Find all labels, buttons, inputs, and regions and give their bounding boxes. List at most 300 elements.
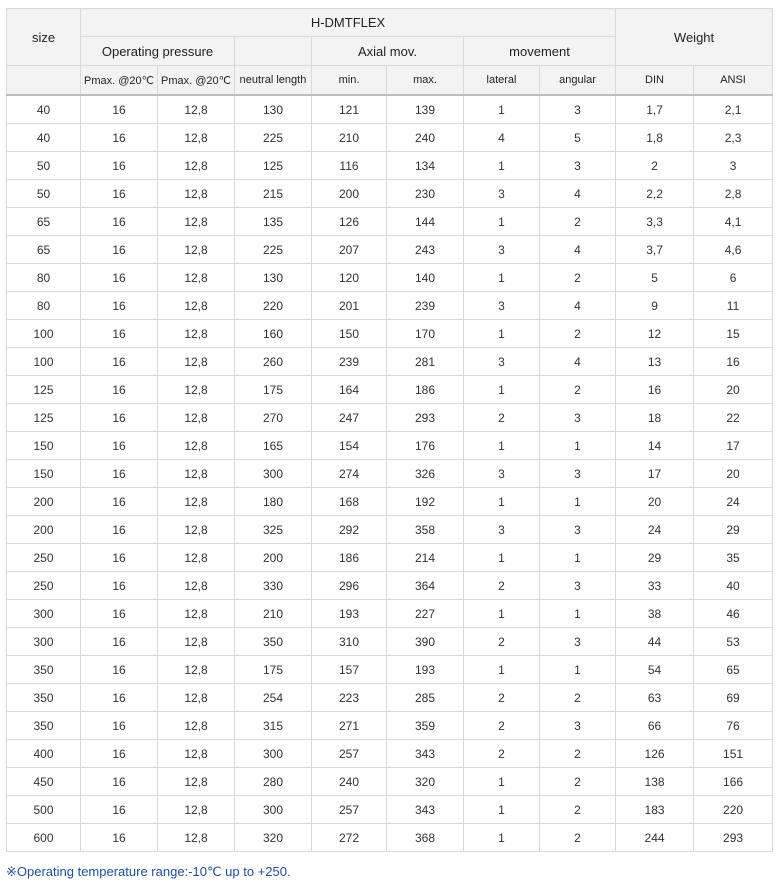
table-cell: 300 <box>235 796 312 824</box>
table-cell: 17 <box>616 460 694 488</box>
table-cell: 1 <box>464 264 540 292</box>
table-cell: 16 <box>81 572 158 600</box>
table-cell: 121 <box>312 95 387 124</box>
table-cell: 343 <box>387 740 464 768</box>
table-cell: 239 <box>312 348 387 376</box>
header-pmax-2: Pmax. @20℃ <box>158 66 235 96</box>
table-body <box>7 95 773 852</box>
table-cell: 271 <box>312 712 387 740</box>
table-cell: 16 <box>81 376 158 404</box>
table-cell: 225 <box>235 236 312 264</box>
table-cell: 29 <box>616 544 694 572</box>
table-cell: 16 <box>81 320 158 348</box>
table-cell: 16 <box>81 656 158 684</box>
table-cell: 310 <box>312 628 387 656</box>
table-row <box>7 656 773 684</box>
table-cell: 11 <box>694 292 773 320</box>
table-cell: 227 <box>387 600 464 628</box>
table-cell: 193 <box>387 656 464 684</box>
table-row <box>7 628 773 656</box>
table-cell: 3 <box>540 628 616 656</box>
table-cell: 3 <box>694 152 773 180</box>
table-cell: 5 <box>616 264 694 292</box>
header-product: H-DMTFLEX <box>81 9 616 37</box>
table-cell: 180 <box>235 488 312 516</box>
table-cell: 359 <box>387 712 464 740</box>
table-cell: 4 <box>464 124 540 152</box>
table-cell: 134 <box>387 152 464 180</box>
table-cell: 176 <box>387 432 464 460</box>
table-cell: 210 <box>312 124 387 152</box>
table-cell: 274 <box>312 460 387 488</box>
table-cell: 16 <box>81 740 158 768</box>
table-cell: 166 <box>694 768 773 796</box>
table-cell: 326 <box>387 460 464 488</box>
table-cell: 1 <box>464 320 540 348</box>
table-cell: 12,8 <box>158 712 235 740</box>
table-cell: 225 <box>235 124 312 152</box>
table-cell: 200 <box>312 180 387 208</box>
table-cell: 2 <box>464 628 540 656</box>
header-pmax-1: Pmax. @20℃ <box>81 66 158 96</box>
table-cell: 16 <box>81 236 158 264</box>
table-cell: 1 <box>540 432 616 460</box>
table-cell: 16 <box>81 796 158 824</box>
table-cell: 12 <box>616 320 694 348</box>
table-cell: 16 <box>81 684 158 712</box>
table-cell: 3 <box>540 404 616 432</box>
table-cell: 151 <box>694 740 773 768</box>
table-cell: 270 <box>235 404 312 432</box>
table-cell: 24 <box>616 516 694 544</box>
table-cell: 1 <box>464 796 540 824</box>
table-cell: 16 <box>81 264 158 292</box>
table-cell: 144 <box>387 208 464 236</box>
table-cell: 29 <box>694 516 773 544</box>
table-row <box>7 348 773 376</box>
table-cell: 210 <box>235 600 312 628</box>
table-cell: 2 <box>540 684 616 712</box>
table-cell: 1 <box>540 656 616 684</box>
table-cell: 150 <box>7 432 81 460</box>
table-cell: 12,8 <box>158 152 235 180</box>
table-cell: 20 <box>694 376 773 404</box>
table-cell: 296 <box>312 572 387 600</box>
table-cell: 2 <box>464 572 540 600</box>
table-cell: 12,8 <box>158 208 235 236</box>
table-cell: 3 <box>464 460 540 488</box>
table-cell: 4,6 <box>694 236 773 264</box>
table-cell: 65 <box>7 236 81 264</box>
table-cell: 240 <box>387 124 464 152</box>
table-cell: 1 <box>464 600 540 628</box>
table-cell: 300 <box>235 740 312 768</box>
table-cell: 2,3 <box>694 124 773 152</box>
table-header <box>7 9 773 96</box>
table-cell: 2 <box>540 264 616 292</box>
table-cell: 66 <box>616 712 694 740</box>
table-cell: 2 <box>464 404 540 432</box>
table-cell: 315 <box>235 712 312 740</box>
table-cell: 1,7 <box>616 95 694 124</box>
table-cell: 54 <box>616 656 694 684</box>
table-cell: 12,8 <box>158 488 235 516</box>
table-cell: 4 <box>540 180 616 208</box>
table-row <box>7 236 773 264</box>
table-cell: 292 <box>312 516 387 544</box>
table-cell: 165 <box>235 432 312 460</box>
table-cell: 200 <box>235 544 312 572</box>
table-cell: 12,8 <box>158 628 235 656</box>
header-blank <box>235 37 312 66</box>
table-row <box>7 180 773 208</box>
table-cell: 3 <box>464 180 540 208</box>
table-cell: 120 <box>312 264 387 292</box>
table-cell: 257 <box>312 740 387 768</box>
table-cell: 16 <box>81 600 158 628</box>
table-cell: 272 <box>312 824 387 852</box>
table-cell: 12,8 <box>158 824 235 852</box>
table-cell: 3,7 <box>616 236 694 264</box>
header-operating-pressure: Operating pressure <box>81 37 235 66</box>
table-cell: 1 <box>540 488 616 516</box>
table-cell: 16 <box>81 516 158 544</box>
table-cell: 207 <box>312 236 387 264</box>
table-cell: 63 <box>616 684 694 712</box>
table-row <box>7 712 773 740</box>
table-row <box>7 208 773 236</box>
table-cell: 138 <box>616 768 694 796</box>
table-cell: 12,8 <box>158 656 235 684</box>
table-cell: 16 <box>81 95 158 124</box>
table-row <box>7 572 773 600</box>
table-cell: 150 <box>312 320 387 348</box>
table-cell: 16 <box>81 180 158 208</box>
table-cell: 2 <box>540 740 616 768</box>
table-row <box>7 740 773 768</box>
table-cell: 116 <box>312 152 387 180</box>
table-cell: 2 <box>540 768 616 796</box>
table-cell: 12,8 <box>158 180 235 208</box>
header-lateral: lateral <box>464 66 540 96</box>
header-size: size <box>7 9 81 66</box>
table-cell: 192 <box>387 488 464 516</box>
table-cell: 12,8 <box>158 95 235 124</box>
table-cell: 69 <box>694 684 773 712</box>
table-row <box>7 376 773 404</box>
table-cell: 175 <box>235 376 312 404</box>
table-cell: 285 <box>387 684 464 712</box>
table-cell: 320 <box>387 768 464 796</box>
table-cell: 300 <box>7 628 81 656</box>
table-cell: 16 <box>81 824 158 852</box>
table-cell: 16 <box>81 124 158 152</box>
table-cell: 186 <box>312 544 387 572</box>
table-cell: 17 <box>694 432 773 460</box>
table-cell: 1 <box>464 824 540 852</box>
table-cell: 1 <box>464 488 540 516</box>
table-cell: 364 <box>387 572 464 600</box>
header-weight: Weight <box>616 9 773 66</box>
table-cell: 65 <box>694 656 773 684</box>
table-row <box>7 684 773 712</box>
table-cell: 12,8 <box>158 796 235 824</box>
table-cell: 12,8 <box>158 768 235 796</box>
table-cell: 1 <box>540 600 616 628</box>
table-cell: 214 <box>387 544 464 572</box>
table-cell: 450 <box>7 768 81 796</box>
table-cell: 3 <box>464 348 540 376</box>
table-row <box>7 320 773 348</box>
table-cell: 12,8 <box>158 236 235 264</box>
table-row <box>7 460 773 488</box>
header-ansi: ANSI <box>694 66 773 96</box>
table-cell: 80 <box>7 264 81 292</box>
table-cell: 3 <box>540 516 616 544</box>
table-cell: 2 <box>464 712 540 740</box>
table-cell: 300 <box>7 600 81 628</box>
table-cell: 250 <box>7 544 81 572</box>
table-cell: 53 <box>694 628 773 656</box>
table-cell: 164 <box>312 376 387 404</box>
table-row <box>7 95 773 124</box>
table-cell: 2 <box>616 152 694 180</box>
table-cell: 125 <box>7 376 81 404</box>
table-cell: 240 <box>312 768 387 796</box>
table-cell: 293 <box>387 404 464 432</box>
table-cell: 12,8 <box>158 740 235 768</box>
table-cell: 350 <box>7 656 81 684</box>
table-cell: 3 <box>540 712 616 740</box>
table-cell: 6 <box>694 264 773 292</box>
table-cell: 1 <box>464 376 540 404</box>
table-cell: 9 <box>616 292 694 320</box>
table-cell: 2,2 <box>616 180 694 208</box>
table-cell: 4,1 <box>694 208 773 236</box>
table-cell: 201 <box>312 292 387 320</box>
table-row <box>7 152 773 180</box>
table-cell: 15 <box>694 320 773 348</box>
spec-table-container <box>6 8 772 852</box>
table-cell: 139 <box>387 95 464 124</box>
table-cell: 1 <box>464 208 540 236</box>
table-cell: 200 <box>7 488 81 516</box>
table-cell: 130 <box>235 95 312 124</box>
table-cell: 50 <box>7 152 81 180</box>
table-cell: 4 <box>540 236 616 264</box>
table-cell: 12,8 <box>158 404 235 432</box>
table-cell: 281 <box>387 348 464 376</box>
table-cell: 12,8 <box>158 684 235 712</box>
table-cell: 50 <box>7 180 81 208</box>
table-cell: 3 <box>540 95 616 124</box>
table-cell: 2 <box>540 824 616 852</box>
table-cell: 16 <box>694 348 773 376</box>
table-cell: 16 <box>81 488 158 516</box>
table-cell: 126 <box>312 208 387 236</box>
table-cell: 1 <box>464 544 540 572</box>
table-cell: 368 <box>387 824 464 852</box>
table-cell: 3 <box>464 292 540 320</box>
header-min: min. <box>312 66 387 96</box>
table-cell: 2 <box>540 796 616 824</box>
table-cell: 2,1 <box>694 95 773 124</box>
table-cell: 358 <box>387 516 464 544</box>
table-cell: 1 <box>464 95 540 124</box>
table-cell: 12,8 <box>158 572 235 600</box>
table-cell: 325 <box>235 516 312 544</box>
table-cell: 12,8 <box>158 432 235 460</box>
table-row <box>7 404 773 432</box>
header-axial-mov: Axial mov. <box>312 37 464 66</box>
table-cell: 250 <box>7 572 81 600</box>
table-cell: 320 <box>235 824 312 852</box>
table-cell: 12,8 <box>158 516 235 544</box>
table-cell: 2 <box>464 740 540 768</box>
table-cell: 239 <box>387 292 464 320</box>
header-size-blank <box>7 66 81 96</box>
table-cell: 257 <box>312 796 387 824</box>
table-cell: 76 <box>694 712 773 740</box>
table-cell: 2 <box>464 684 540 712</box>
header-movement: movement <box>464 37 616 66</box>
table-cell: 1 <box>464 768 540 796</box>
table-cell: 1 <box>464 432 540 460</box>
table-row <box>7 432 773 460</box>
table-cell: 343 <box>387 796 464 824</box>
table-cell: 3 <box>464 236 540 264</box>
table-cell: 16 <box>81 432 158 460</box>
header-angular: angular <box>540 66 616 96</box>
table-cell: 4 <box>540 292 616 320</box>
table-cell: 175 <box>235 656 312 684</box>
table-cell: 35 <box>694 544 773 572</box>
table-row <box>7 544 773 572</box>
table-cell: 22 <box>694 404 773 432</box>
table-row <box>7 796 773 824</box>
table-row <box>7 488 773 516</box>
table-cell: 186 <box>387 376 464 404</box>
table-row <box>7 600 773 628</box>
table-cell: 16 <box>81 768 158 796</box>
table-cell: 243 <box>387 236 464 264</box>
table-cell: 12,8 <box>158 320 235 348</box>
table-cell: 390 <box>387 628 464 656</box>
table-cell: 16 <box>81 712 158 740</box>
table-cell: 215 <box>235 180 312 208</box>
table-cell: 280 <box>235 768 312 796</box>
table-cell: 18 <box>616 404 694 432</box>
table-cell: 160 <box>235 320 312 348</box>
table-cell: 140 <box>387 264 464 292</box>
table-cell: 3 <box>540 460 616 488</box>
table-cell: 126 <box>616 740 694 768</box>
table-cell: 154 <box>312 432 387 460</box>
table-cell: 125 <box>235 152 312 180</box>
table-cell: 16 <box>81 404 158 432</box>
table-cell: 16 <box>81 628 158 656</box>
table-cell: 400 <box>7 740 81 768</box>
header-din: DIN <box>616 66 694 96</box>
table-cell: 16 <box>81 208 158 236</box>
table-cell: 12,8 <box>158 264 235 292</box>
table-cell: 44 <box>616 628 694 656</box>
header-max: max. <box>387 66 464 96</box>
table-cell: 3 <box>540 572 616 600</box>
table-cell: 3,3 <box>616 208 694 236</box>
table-cell: 193 <box>312 600 387 628</box>
table-row <box>7 292 773 320</box>
table-cell: 13 <box>616 348 694 376</box>
table-cell: 16 <box>81 152 158 180</box>
table-cell: 12,8 <box>158 292 235 320</box>
table-cell: 46 <box>694 600 773 628</box>
table-cell: 2,8 <box>694 180 773 208</box>
table-cell: 20 <box>616 488 694 516</box>
table-row <box>7 264 773 292</box>
table-cell: 125 <box>7 404 81 432</box>
table-cell: 350 <box>235 628 312 656</box>
table-cell: 12,8 <box>158 124 235 152</box>
table-cell: 300 <box>235 460 312 488</box>
spec-table <box>6 8 773 852</box>
table-cell: 1 <box>464 656 540 684</box>
table-cell: 40 <box>7 124 81 152</box>
table-cell: 223 <box>312 684 387 712</box>
table-row <box>7 824 773 852</box>
table-row <box>7 768 773 796</box>
table-cell: 2 <box>540 376 616 404</box>
table-cell: 254 <box>235 684 312 712</box>
table-cell: 1 <box>464 152 540 180</box>
table-cell: 14 <box>616 432 694 460</box>
table-row <box>7 124 773 152</box>
table-cell: 100 <box>7 348 81 376</box>
table-cell: 12,8 <box>158 600 235 628</box>
table-cell: 350 <box>7 684 81 712</box>
table-cell: 1 <box>540 544 616 572</box>
table-cell: 157 <box>312 656 387 684</box>
table-cell: 170 <box>387 320 464 348</box>
table-cell: 1,8 <box>616 124 694 152</box>
table-cell: 80 <box>7 292 81 320</box>
table-cell: 244 <box>616 824 694 852</box>
table-cell: 12,8 <box>158 460 235 488</box>
table-cell: 40 <box>7 95 81 124</box>
table-cell: 500 <box>7 796 81 824</box>
table-cell: 16 <box>81 348 158 376</box>
table-cell: 33 <box>616 572 694 600</box>
temperature-note: ※Operating temperature range:-10℃ up to +250. <box>6 864 291 879</box>
header-neutral-length: neutral length <box>235 66 312 96</box>
table-cell: 130 <box>235 264 312 292</box>
table-cell: 260 <box>235 348 312 376</box>
table-cell: 200 <box>7 516 81 544</box>
table-cell: 40 <box>694 572 773 600</box>
table-cell: 3 <box>464 516 540 544</box>
table-cell: 247 <box>312 404 387 432</box>
table-cell: 600 <box>7 824 81 852</box>
table-cell: 65 <box>7 208 81 236</box>
table-cell: 220 <box>694 796 773 824</box>
table-cell: 16 <box>81 460 158 488</box>
table-cell: 24 <box>694 488 773 516</box>
table-cell: 12,8 <box>158 544 235 572</box>
table-cell: 150 <box>7 460 81 488</box>
table-cell: 220 <box>235 292 312 320</box>
table-cell: 350 <box>7 712 81 740</box>
table-cell: 4 <box>540 348 616 376</box>
